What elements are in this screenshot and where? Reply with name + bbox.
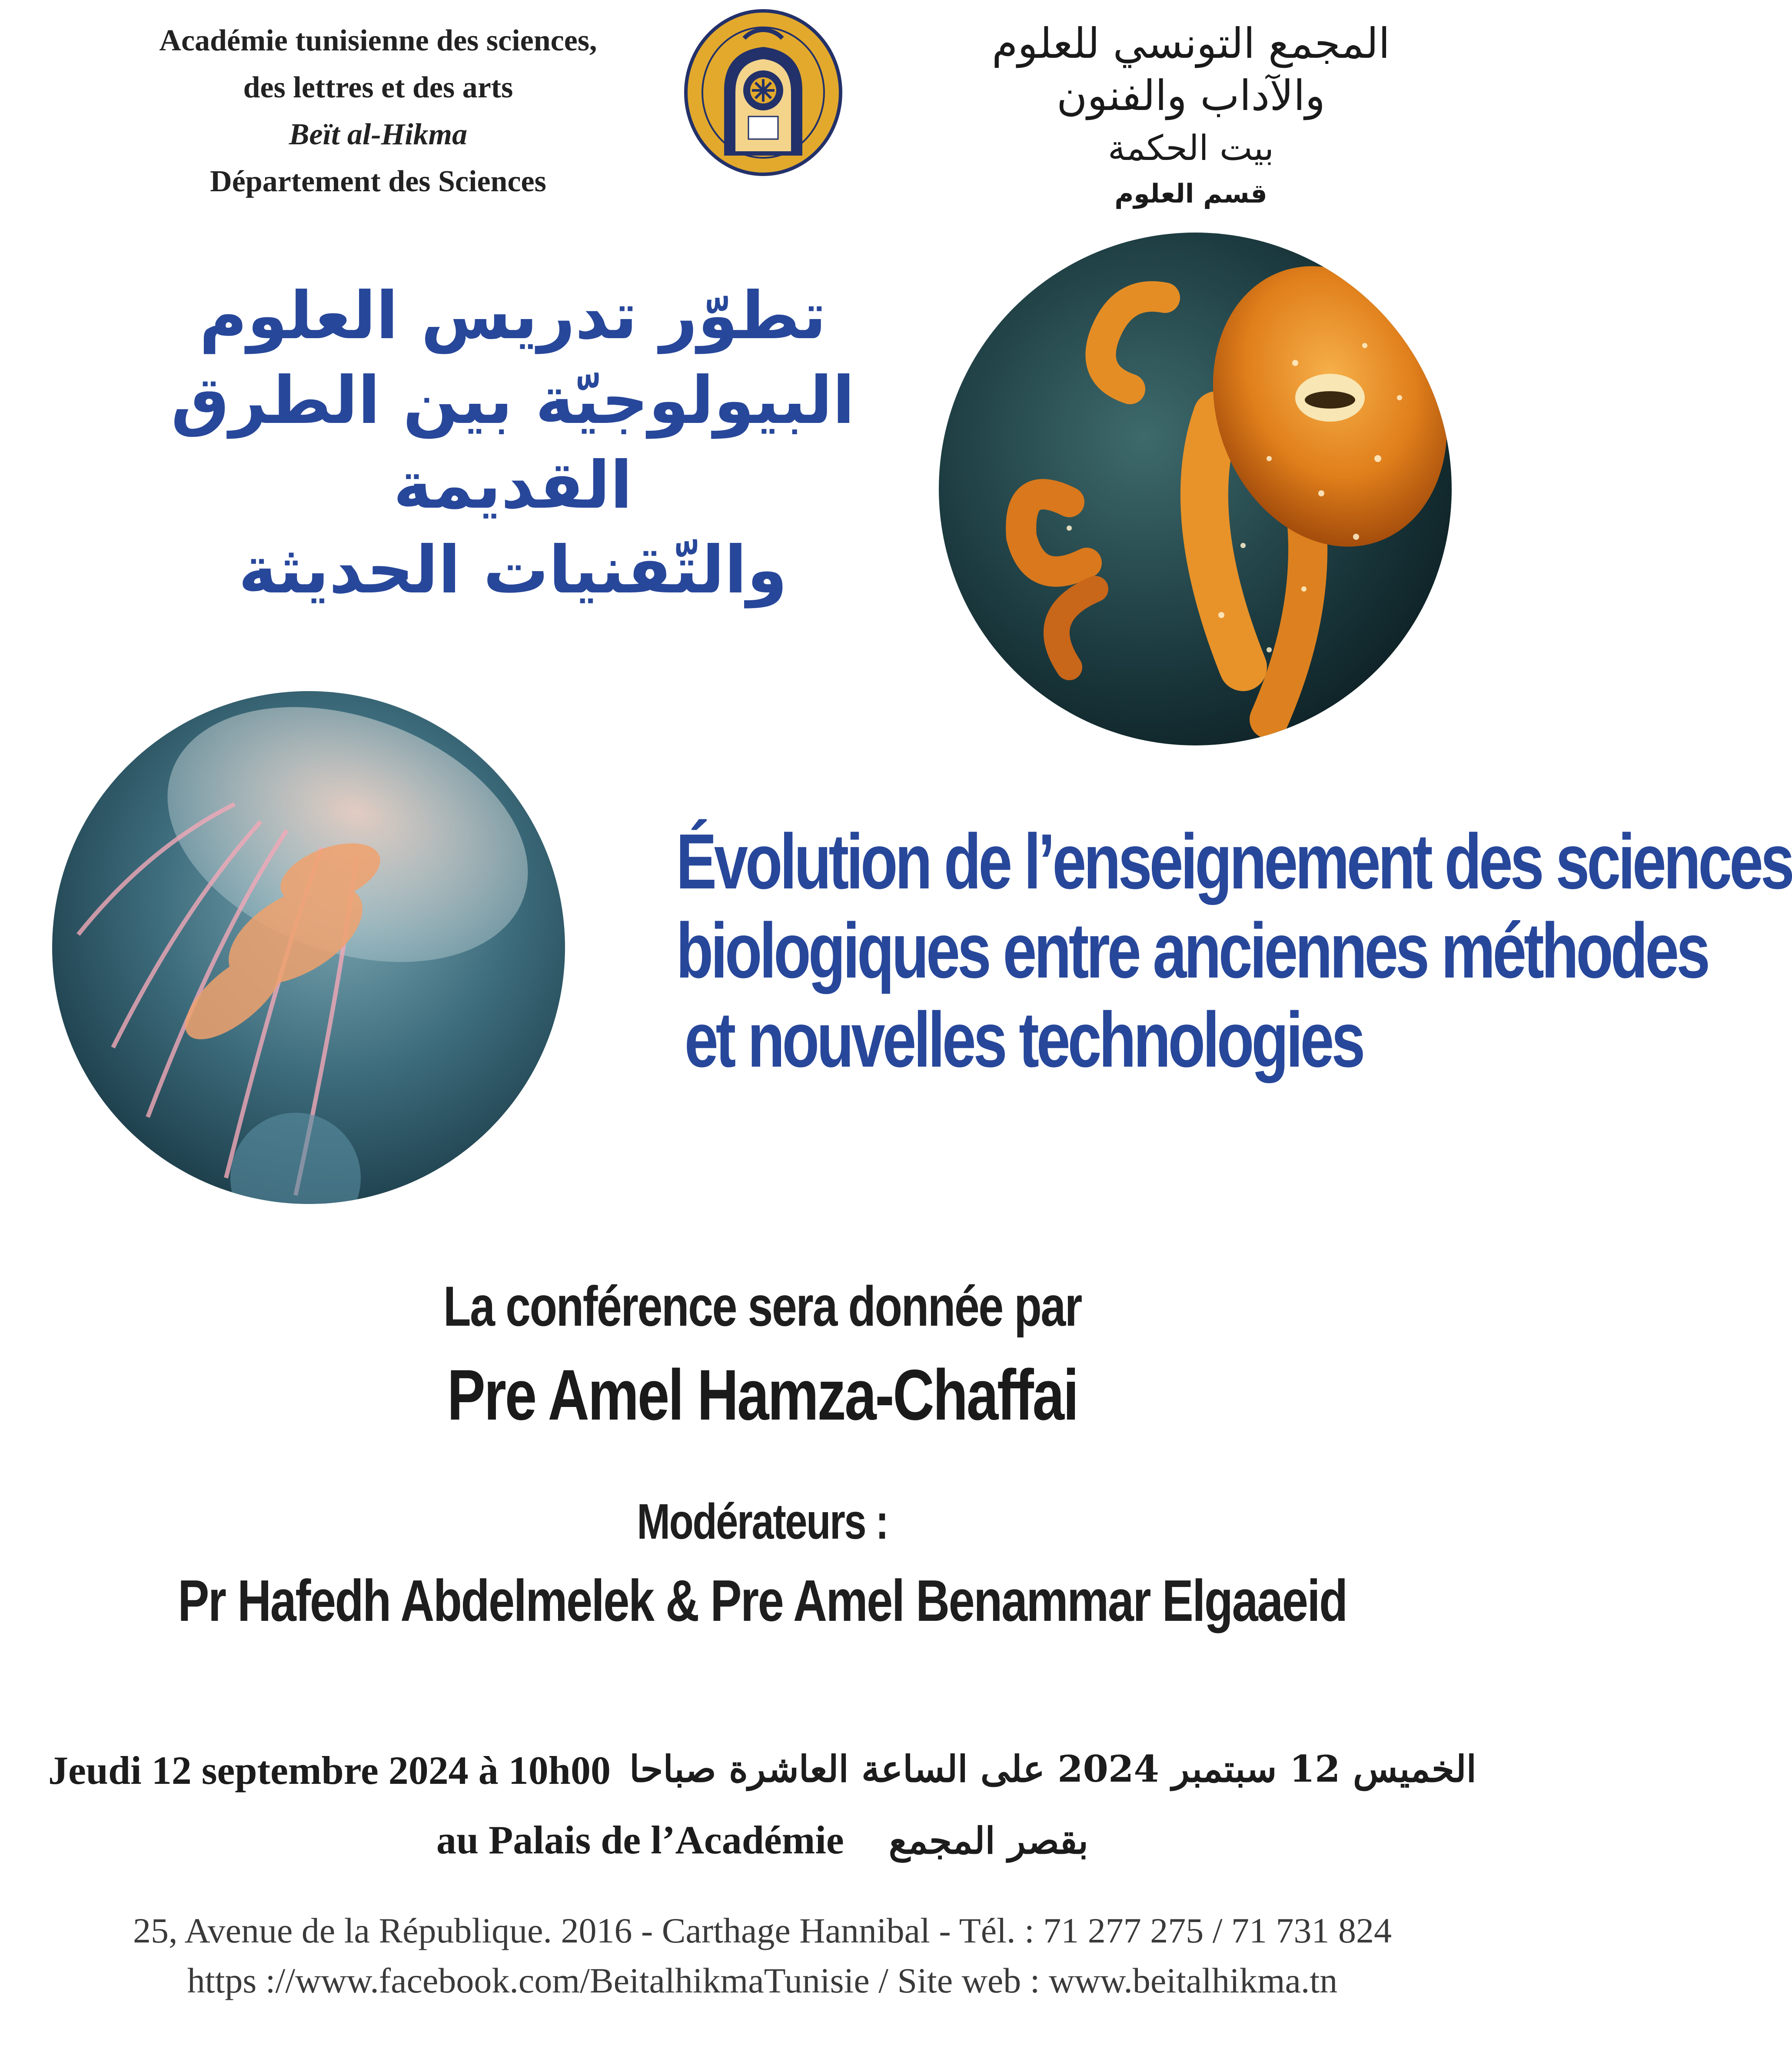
octopus-photo bbox=[939, 233, 1452, 745]
event-date-fr: Jeudi 12 septembre 2024 à 10h00 bbox=[48, 1748, 611, 1793]
institution-line-2: des lettres et des arts bbox=[243, 71, 513, 104]
department-name-fr: Département des Sciences bbox=[210, 165, 546, 198]
title-fr-line-3: et nouvelles technologies bbox=[684, 996, 1363, 1084]
institution-name-ar bbox=[939, 17, 1443, 211]
institution-line-3: Beït al-Hikma bbox=[289, 118, 468, 151]
conference-title-fr bbox=[676, 817, 1792, 1084]
title-ar-line-2: البيولوجيّة بين الطرق القديمة bbox=[171, 363, 855, 523]
event-date-ar: الخميس 12 سبتمبر 2024 على الساعة العاشرة صباحا bbox=[629, 1747, 1477, 1790]
event-date bbox=[0, 1747, 1525, 1793]
title-fr-line-2: biologiques entre anciennes méthodes bbox=[676, 907, 1708, 994]
department-name-ar: قسم العلوم bbox=[1114, 179, 1267, 209]
footer-web-links: https ://www.facebook.com/BeitalhikmaTunisie / Site web : www.beitalhikma.tn bbox=[187, 1961, 1338, 2000]
moderators-names: Pr Hafedh Abdelmelek & Pre Amel Benammar Elgaaeid bbox=[178, 1568, 1347, 1633]
institution-line-1: Académie tunisienne des sciences, bbox=[159, 24, 597, 57]
speaker-intro: La conférence sera donnée par bbox=[443, 1274, 1081, 1338]
event-place-ar: بقصر المجمع bbox=[888, 1819, 1089, 1862]
title-fr-line-1: Évolution de l’enseignement des sciences bbox=[676, 818, 1792, 905]
title-ar-line-1: تطوّر تدريس العلوم bbox=[199, 278, 827, 354]
speaker-name: Pre Amel Hamza-Chaffai bbox=[447, 1355, 1078, 1435]
institution-title-ar: المجمع التونسي للعلوم والآداب والفنون bbox=[991, 19, 1390, 120]
footer-address: 25, Avenue de la République. 2016 - Carthage Hannibal - Tél. : 71 277 275 / 71 731 824 bbox=[133, 1911, 1392, 1950]
institution-subtitle-ar: بيت الحكمة bbox=[1108, 128, 1274, 168]
academy-logo bbox=[683, 8, 843, 177]
event-place bbox=[0, 1817, 1525, 1863]
jellyfish-photo bbox=[52, 691, 565, 1204]
institution-name-fr bbox=[78, 17, 678, 205]
title-ar-line-3: والتّقنيات الحديثة bbox=[238, 532, 788, 608]
conference-title-ar bbox=[130, 274, 895, 613]
event-place-fr: au Palais de l’Académie bbox=[436, 1818, 844, 1862]
moderators-label: Modérateurs : bbox=[637, 1494, 888, 1550]
